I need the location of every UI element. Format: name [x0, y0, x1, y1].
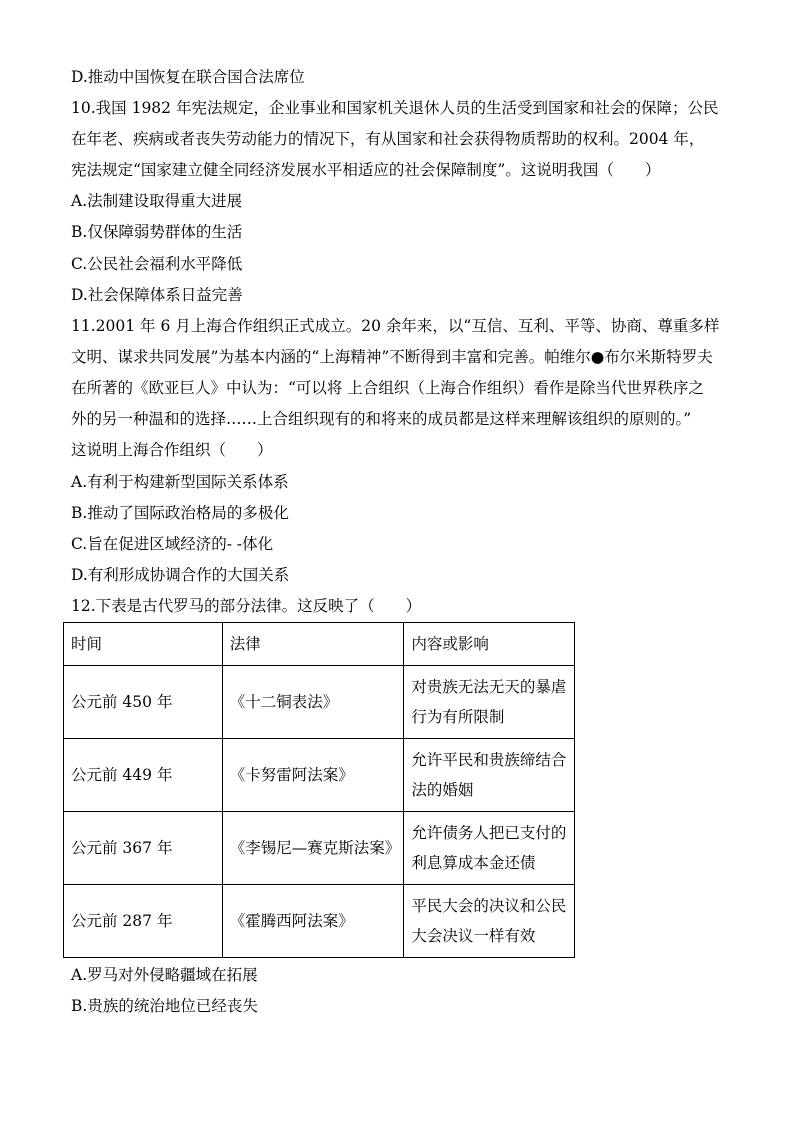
q11-option-b: B.推动了国际政治格局的多极化 — [71, 504, 289, 522]
q9-option-d: D.推动中国恢复在联合国合法席位 — [71, 68, 305, 86]
q12-stem: 12.下表是古代罗马的部分法律。这反映了（ ） — [71, 597, 422, 615]
roman-law-table — [63, 622, 575, 958]
table-row — [64, 885, 575, 958]
q10-option-a: A.法制建设取得重大进展 — [71, 192, 243, 210]
table-header-cell: 法律 — [222, 623, 404, 666]
table-header-cell: 时间 — [64, 623, 223, 666]
q11-stem-line-1: 11.2001 年 6 月上海合作组织正式成立。20 余年来，以“互信、互利、平等、协商、尊重多样 — [71, 317, 720, 335]
q10-stem-line-2: 在年老、疾病或者丧失劳动能力的情况下，有从国家和社会获得物质帮助的权利。2004 年， — [71, 130, 705, 148]
table-row — [64, 739, 575, 812]
q10-stem-line-3: 宪法规定“国家建立健全同经济发展水平相适应的社会保障制度”。这说明我国（ ） — [71, 161, 661, 179]
table-cell-law: 《霍腾西阿法案》 — [222, 885, 404, 958]
q10-stem-line-1: 10.我国 1982 年宪法规定，企业事业和国家机关退休人员的生活受到国家和社会的保障；公民 — [71, 99, 719, 117]
table-cell-law: 《李锡尼—赛克斯法案》 — [222, 812, 404, 885]
q10-option-b: B.仅保障弱势群体的生活 — [71, 223, 243, 241]
table-cell-time: 公元前 287 年 — [64, 885, 223, 958]
table-cell-time: 公元前 449 年 — [64, 739, 223, 812]
table-cell-law: 《十二铜表法》 — [222, 666, 404, 739]
q10-option-c: C.公民社会福利水平降低 — [71, 255, 243, 273]
table-cell-content: 允许平民和贵族缔结合法的婚姻 — [404, 739, 575, 812]
table-cell-content: 平民大会的决议和公民大会决议一样有效 — [404, 885, 575, 958]
table-cell-content: 对贵族无法无天的暴虐行为有所限制 — [404, 666, 575, 739]
table-row — [64, 666, 575, 739]
q11-stem-line-2: 文明、谋求共同发展”为基本内涵的“上海精神”不断得到丰富和完善。帕维尔●布尔米斯特罗夫 — [71, 348, 713, 366]
table-row — [64, 812, 575, 885]
q10-option-d: D.社会保障体系日益完善 — [71, 286, 243, 304]
q12-option-b: B.贵族的统治地位已经丧失 — [71, 997, 258, 1015]
q11-option-a: A.有利于构建新型国际关系体系 — [71, 473, 289, 491]
q12-option-a: A.罗马对外侵略疆域在拓展 — [71, 966, 258, 984]
q11-option-d: D.有利形成协调合作的大国关系 — [71, 566, 290, 584]
table-cell-content: 允许债务人把已支付的利息算成本金还债 — [404, 812, 575, 885]
table-cell-time: 公元前 450 年 — [64, 666, 223, 739]
q11-stem-line-3: 在所著的《欧亚巨人》中认为：“可以将 上合组织（上海合作组织）看作是除当代世界秩序之 — [71, 379, 704, 397]
table-header-row — [64, 623, 575, 666]
q11-stem-line-4: 外的另一种温和的选择……上合组织现有的和将来的成员都是这样来理解该组织的原则的。” — [71, 410, 692, 428]
table-cell-law: 《卡努雷阿法案》 — [222, 739, 404, 812]
q11-stem-line-5: 这说明上海合作组织（ ） — [71, 441, 273, 459]
table-cell-time: 公元前 367 年 — [64, 812, 223, 885]
q11-option-c: C.旨在促进区域经济的- -体化 — [71, 535, 274, 553]
table-header-cell: 内容或影响 — [404, 623, 575, 666]
